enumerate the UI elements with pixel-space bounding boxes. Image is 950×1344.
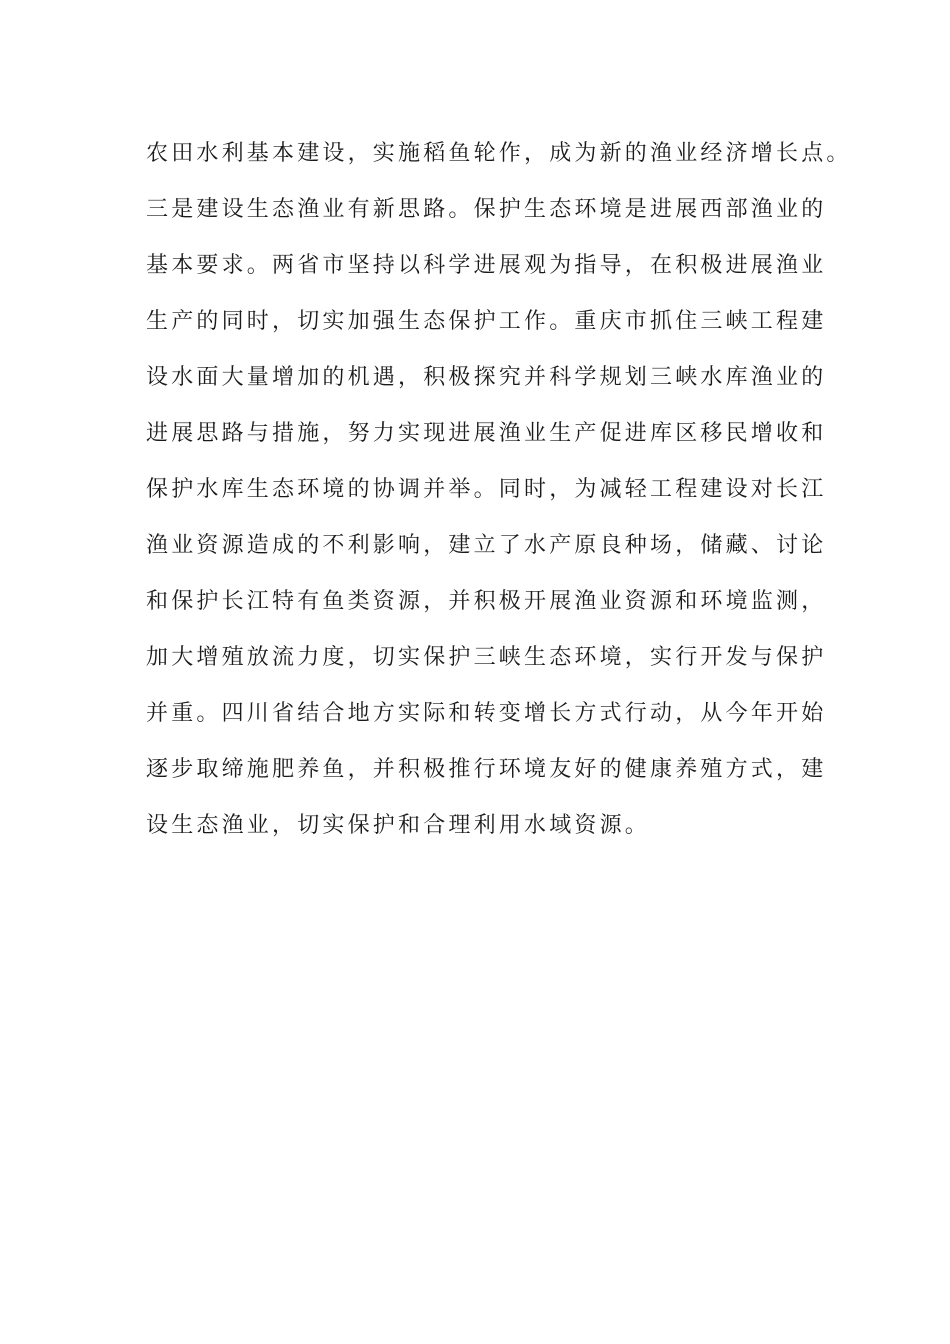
body-paragraph	[146, 126, 852, 854]
text-line: 农田水利基本建设，实施稻鱼轮作，成为新的渔业经济增长点。	[146, 141, 852, 166]
text-line: 并重。四川省结合地方实际和转变增长方式行动，从今年开始	[146, 701, 827, 726]
text-line: 生产的同时，切实加强生态保护工作。重庆市抓住三峡工程建	[146, 309, 827, 334]
text-line: 逐步取缔施肥养鱼，并积极推行环境友好的健康养殖方式，建	[146, 757, 827, 782]
text-line: 进展思路与措施，努力实现进展渔业生产促进库区移民增收和	[146, 421, 827, 446]
text-line: 渔业资源造成的不利影响，建立了水产原良种场，储藏、讨论	[146, 533, 827, 558]
text-line: 三是建设生态渔业有新思路。保护生态环境是进展西部渔业的	[146, 197, 827, 222]
text-line: 和保护长江特有鱼类资源，并积极开展渔业资源和环境监测，	[146, 589, 827, 614]
text-line: 加大增殖放流力度，切实保护三峡生态环境，实行开发与保护	[146, 645, 827, 670]
text-line: 基本要求。两省市坚持以科学进展观为指导，在积极进展渔业	[146, 253, 827, 278]
text-line: 设生态渔业，切实保护和合理利用水域资源。	[146, 813, 651, 838]
text-line: 保护水库生态环境的协调并举。同时，为减轻工程建设对长江	[146, 477, 827, 502]
text-line: 设水面大量增加的机遇，积极探究并科学规划三峡水库渔业的	[146, 365, 827, 390]
